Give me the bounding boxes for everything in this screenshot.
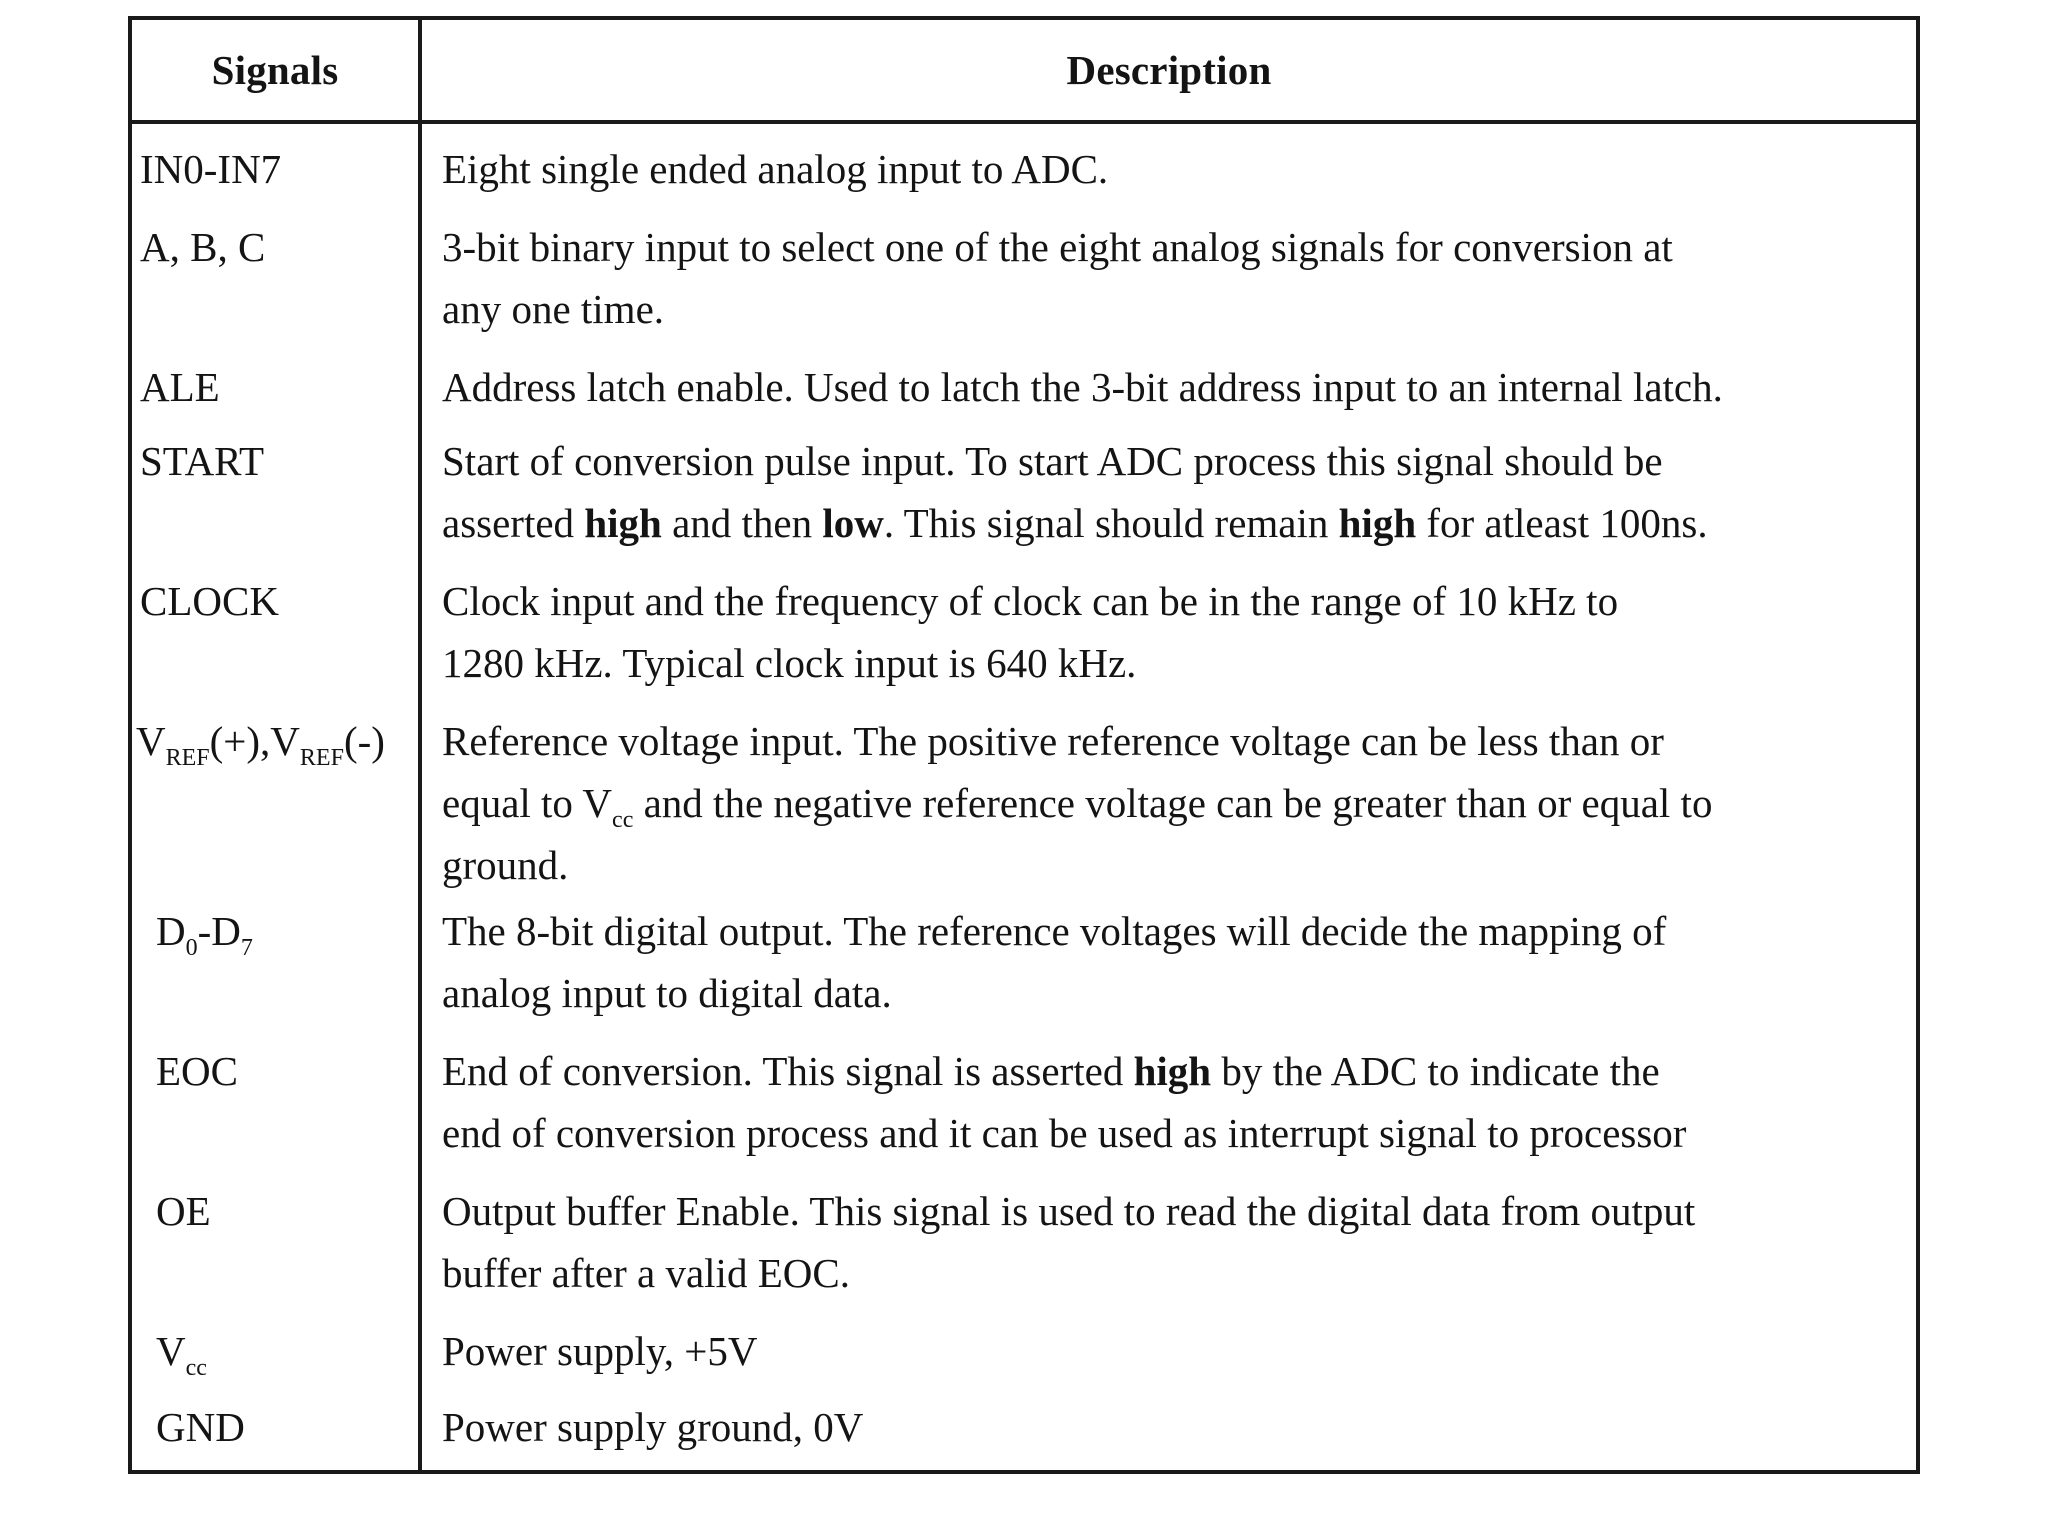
signal-vref [136, 710, 411, 772]
signal-oe: OE [156, 1188, 211, 1234]
text-run: and then [661, 500, 823, 546]
description-start [442, 430, 1902, 554]
column-divider [418, 20, 422, 1470]
description-line: 1280 kHz. Typical clock input is 640 kHz. [442, 640, 1137, 686]
subscript: cc [612, 807, 634, 833]
description-line [442, 1040, 1902, 1102]
header-divider [132, 120, 1916, 124]
signal-eoc: EOC [156, 1048, 238, 1094]
text-run: . This signal should remain [883, 500, 1339, 546]
description-oe [442, 1180, 1902, 1304]
signal-vcc [156, 1320, 431, 1382]
description-vref [442, 710, 1902, 896]
description-gnd [442, 1396, 1902, 1458]
description-in0-in7 [442, 138, 1902, 200]
signal-text: V [156, 1328, 186, 1374]
description-line: analog input to digital data. [442, 970, 892, 1016]
header-signals: Signals [211, 47, 339, 93]
emphasis-high: high [1133, 1048, 1212, 1094]
signal-text: V [136, 718, 166, 764]
description-eoc [442, 1040, 1902, 1164]
description-ale [442, 356, 1902, 418]
header-description: Description [1066, 47, 1272, 93]
description-line: Reference voltage input. The positive reference voltage can be less than or [442, 718, 1664, 764]
description-clock [442, 570, 1902, 694]
subscript: REF [299, 745, 344, 771]
description-line: ground. [442, 842, 569, 888]
signal-abc: A, B, C [140, 224, 266, 270]
signal-ale: ALE [140, 364, 220, 410]
signal-gnd: GND [156, 1404, 245, 1450]
description-line [442, 492, 1902, 554]
description-line: buffer after a valid EOC. [442, 1250, 850, 1296]
signal-in0-in7: IN0-IN7 [140, 146, 282, 192]
description-line: Output buffer Enable. This signal is used to read the digital data from output [442, 1188, 1696, 1234]
emphasis-high: high [584, 500, 662, 546]
description-line: Clock input and the frequency of clock can be in the range of 10 kHz to [442, 578, 1619, 624]
description-line: Power supply ground, 0V [442, 1404, 864, 1450]
text-run: End of conversion. This signal is asserted [442, 1048, 1134, 1094]
description-line: end of conversion process and it can be used as interrupt signal to processor [442, 1110, 1687, 1156]
emphasis-high: high [1338, 500, 1417, 546]
description-line: Power supply, +5V [442, 1328, 758, 1374]
subscript: cc [185, 1355, 207, 1381]
description-line: Start of conversion pulse input. To start ADC process this signal should be [442, 438, 1663, 484]
signals-table [128, 16, 1920, 1474]
subscript: REF [165, 745, 210, 771]
emphasis-low: low [822, 500, 884, 546]
text-run: by the ADC to indicate the [1211, 1048, 1660, 1094]
text-run: equal to V [442, 780, 613, 826]
description-vcc [442, 1320, 1902, 1382]
description-line: 3-bit binary input to select one of the eight analog signals for conversion at [442, 224, 1673, 270]
text-run: asserted [442, 500, 585, 546]
description-line: Eight single ended analog input to ADC. [442, 146, 1109, 192]
subscript: 0 [185, 935, 198, 961]
subscript: 7 [240, 935, 253, 961]
text-run: for atleast 100ns. [1416, 500, 1708, 546]
signal-clock: CLOCK [140, 578, 279, 624]
description-line: Address latch enable. Used to latch the 3-bit address input to an internal latch. [442, 364, 1723, 410]
signal-d0-d7 [156, 900, 431, 962]
signal-start: START [140, 438, 265, 484]
signal-text: D [156, 908, 186, 954]
description-d0-d7 [442, 900, 1902, 1024]
signal-text: (-) [343, 718, 385, 764]
description-line: The 8-bit digital output. The reference voltages will decide the mapping of [442, 908, 1667, 954]
description-abc [442, 216, 1902, 340]
text-run: and the negative reference voltage can be greater than or equal to [633, 780, 1713, 826]
signal-text: -D [197, 908, 241, 954]
description-line [442, 772, 1902, 834]
description-line: any one time. [442, 286, 665, 332]
signal-text: (+),V [209, 718, 300, 764]
